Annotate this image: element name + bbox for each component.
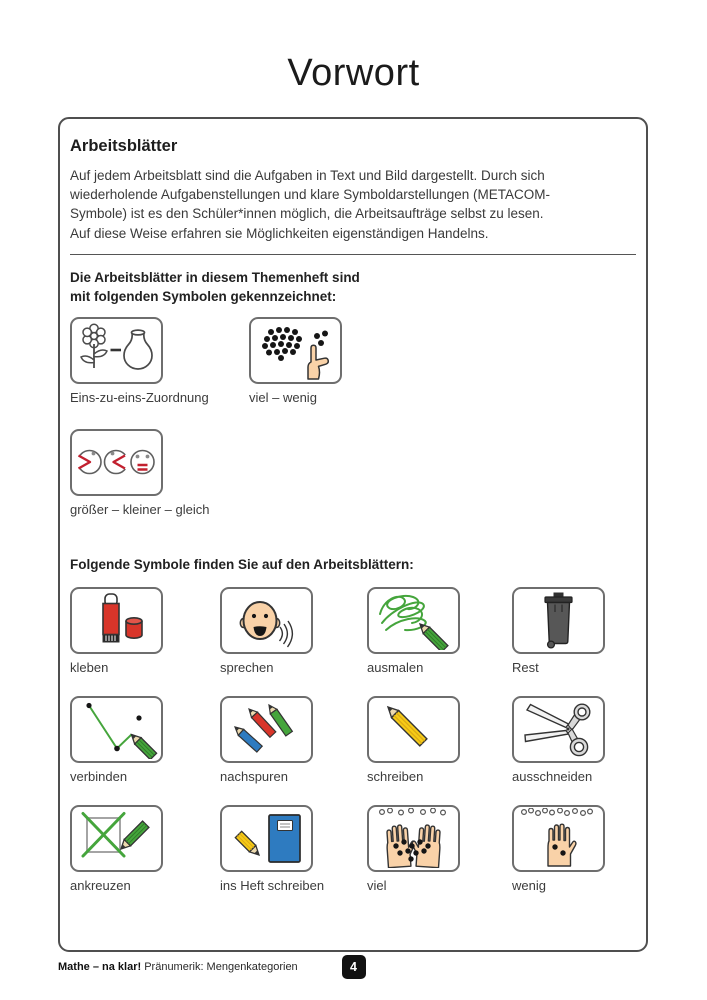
symbol-item <box>70 696 163 784</box>
symbol-label: ausschneiden <box>512 768 593 784</box>
connect-dots-pencil-icon <box>70 696 163 763</box>
intro-line: Symbole) ist es den Schüler*innen möglich, die Arbeitsaufträge selbst zu lesen. <box>70 206 544 222</box>
page-number-badge: 4 <box>342 955 366 979</box>
symbol-label: wenig <box>512 877 546 893</box>
three-pencils-icon <box>220 696 313 763</box>
symbol-item <box>70 317 249 405</box>
checkbox-cross-pencil-icon <box>70 805 163 872</box>
symbol-item <box>220 587 313 675</box>
pencil-notebook-icon <box>220 805 313 872</box>
speaking-face-icon <box>220 587 313 654</box>
symbol-item <box>367 696 460 784</box>
intro-line: wiederholende Aufgabenstellungen und klare Symboldarstellungen (METACOM- <box>70 187 551 203</box>
symbol-label: nachspuren <box>220 768 288 784</box>
footer-subtitle: Pränumerik: Mengenkategorien <box>144 961 298 973</box>
theme-heading-line1: Die Arbeitsblätter in diesem Themenheft sind <box>70 269 360 285</box>
theme-symbols-row1 <box>70 317 636 405</box>
glue-stick-icon <box>70 587 163 654</box>
content-box <box>58 117 648 952</box>
symbol-item <box>70 429 209 517</box>
theme-symbols-row2 <box>70 429 636 517</box>
symbol-item <box>220 696 313 784</box>
scribble-pencil-icon <box>367 587 460 654</box>
symbol-label: Rest <box>512 659 539 675</box>
trash-bin-icon <box>512 587 605 654</box>
symbol-item <box>367 587 460 675</box>
comparison-faces-icon <box>70 429 163 496</box>
symbol-label: kleben <box>70 659 109 675</box>
symbol-item <box>512 805 605 893</box>
dots-pointing-hand-icon <box>249 317 342 384</box>
symbol-item <box>70 805 163 893</box>
intro-line: Auf diese Weise erfahren sie Möglichkeiten eigenständigen Handelns. <box>70 225 489 241</box>
flower-vase-icon <box>70 317 163 384</box>
symbol-label: sprechen <box>220 659 274 675</box>
symbol-item <box>512 696 605 784</box>
theme-heading-line2: mit folgenden Symbolen gekennzeichnet: <box>70 288 337 304</box>
symbol-label: ankreuzen <box>70 877 131 893</box>
symbol-item <box>70 587 163 675</box>
worksheet-symbols-grid <box>70 587 636 893</box>
hands-many-dots-icon <box>367 805 460 872</box>
symbol-label: viel – wenig <box>249 389 317 405</box>
symbol-label: Eins-zu-eins-Zuordnung <box>70 389 209 405</box>
symbol-label: ausmalen <box>367 659 424 675</box>
symbol-item <box>249 317 342 405</box>
symbol-item <box>512 587 605 675</box>
divider <box>70 254 636 255</box>
symbol-label: ins Heft schreiben <box>220 877 325 893</box>
footer-series: Mathe – na klar! <box>58 961 142 973</box>
page-title: Vorwort <box>287 52 420 94</box>
footer-credit <box>58 961 298 973</box>
scissors-icon <box>512 696 605 763</box>
hand-few-dots-icon <box>512 805 605 872</box>
symbol-item <box>367 805 460 893</box>
symbol-label: schreiben <box>367 768 424 784</box>
worksheet-symbols-heading: Folgende Symbole finden Sie auf den Arbeitsblättern: <box>70 556 414 572</box>
intro-line: Auf jedem Arbeitsblatt sind die Aufgaben in Text und Bild dargestellt. Durch sich <box>70 168 545 183</box>
symbol-label: viel <box>367 877 387 893</box>
pencil-icon <box>367 696 460 763</box>
intro-paragraph <box>70 166 636 243</box>
intro-heading: Arbeitsblätter <box>70 137 178 155</box>
symbol-item <box>220 805 324 893</box>
theme-symbols-heading <box>70 268 636 306</box>
symbol-label: größer – kleiner – gleich <box>70 501 210 517</box>
symbol-label: verbinden <box>70 768 128 784</box>
